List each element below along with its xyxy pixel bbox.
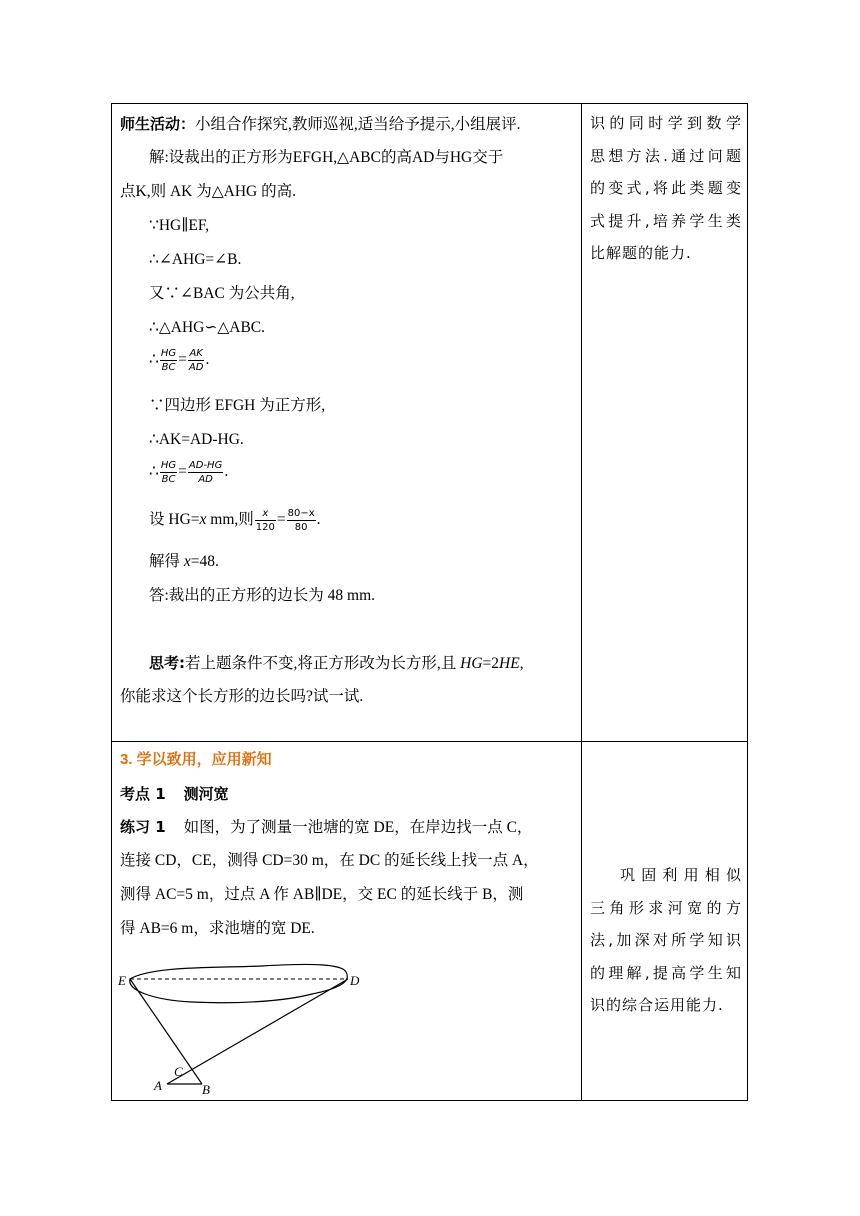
exercise-line-4: 得 AB=6 m，求池塘的宽 DE. xyxy=(120,920,315,937)
fraction: $\frac{HG}{BC}$ xyxy=(160,348,177,373)
step-1: ∵HG∥EF, xyxy=(149,217,210,234)
fraction: $\frac{AD-HG}{AD}$ xyxy=(188,460,223,485)
fraction: $\frac{80-x}{80}$ xyxy=(287,508,315,533)
pond-outline xyxy=(130,964,348,1002)
step-6: ∵四边形 EFGH 为正方形, xyxy=(149,397,326,414)
label-C: C xyxy=(174,1064,183,1079)
kaodian-line: 考点 1 测河宽 xyxy=(120,785,229,803)
solution-line-1: 解:设裁出的正方形为EFGH,△ABC的高AD与HG交于 xyxy=(149,149,504,166)
exercise-line-1: 练习 1 如图，为了测量一池塘的宽 DE，在岸边找一点 C， xyxy=(120,818,533,836)
solution-line-2: 点K,则 AK 为△AHG 的高. xyxy=(120,183,296,200)
think-label: 思考: xyxy=(149,654,185,672)
step-9: 设 HG=x mm,则 $\frac{x}{120}$ = $\frac{80-x}{80}$ . xyxy=(149,508,321,533)
segment-EB xyxy=(130,979,202,1084)
pond-figure xyxy=(112,952,372,1097)
fraction: $\frac{AK}{AD}$ xyxy=(188,348,204,373)
label-B: B xyxy=(202,1082,210,1097)
fraction: $\frac{HG}{BC}$ xyxy=(160,460,177,485)
step-2: ∴∠AHG=∠B. xyxy=(149,251,242,268)
think-line-2: 你能求这个长方形的边长吗?试一试. xyxy=(120,688,364,705)
row-divider xyxy=(112,741,747,742)
step-4: ∴△AHG∽△ABC. xyxy=(149,319,266,336)
section-heading: 3. 学以致用，应用新知 xyxy=(120,751,272,768)
right-note-2: 巩固利用相似 三角形求河宽的方 法,加深对所学知识 的理解,提高学生知 识的综合运用能力. xyxy=(590,866,742,1014)
segment-DA xyxy=(167,979,348,1084)
exercise-line-2: 连接 CD，CE，测得 CD=30 m，在 DC 的延长线上找一点 A， xyxy=(120,852,539,869)
exercise-line-3: 测得 AC=5 m，过点 A 作 AB∥DE，交 EC 的延长线于 B，测 xyxy=(120,886,524,903)
activity-text: 小组合作探究,教师巡视,适当给予提示,小组展评. xyxy=(195,116,521,133)
answer-line: 答:裁出的正方形的边长为 48 mm. xyxy=(149,587,376,604)
label-E: E xyxy=(118,973,126,988)
right-note-1: 识的同时学到数学 思想方法.通过问题 的变式,将此类题变 式提升,培养学生类 比解题的能力. xyxy=(590,114,742,262)
step-10: 解得 x=48. xyxy=(149,553,219,570)
think-line-1: 思考:若上题条件不变,将正方形改为长方形,且 HG=2HE, xyxy=(149,654,524,672)
column-divider xyxy=(581,104,582,1100)
activity-line xyxy=(120,114,521,135)
label-A: A xyxy=(154,1078,162,1093)
fraction: $\frac{x}{120}$ xyxy=(255,508,275,533)
step-8: ∴ $\frac{HG}{BC}$ = $\frac{AD-HG}{AD}$ . xyxy=(149,460,229,485)
label-D: D xyxy=(350,973,360,988)
step-3: 又∵∠BAC 为公共角, xyxy=(149,285,295,302)
step-5: ∴ $\frac{HG}{BC}$ = $\frac{AK}{AD}$ . xyxy=(149,348,210,373)
activity-label: 师生活动： xyxy=(120,115,196,133)
lesson-table xyxy=(111,103,748,1101)
step-7: ∴AK=AD-HG. xyxy=(149,431,244,448)
